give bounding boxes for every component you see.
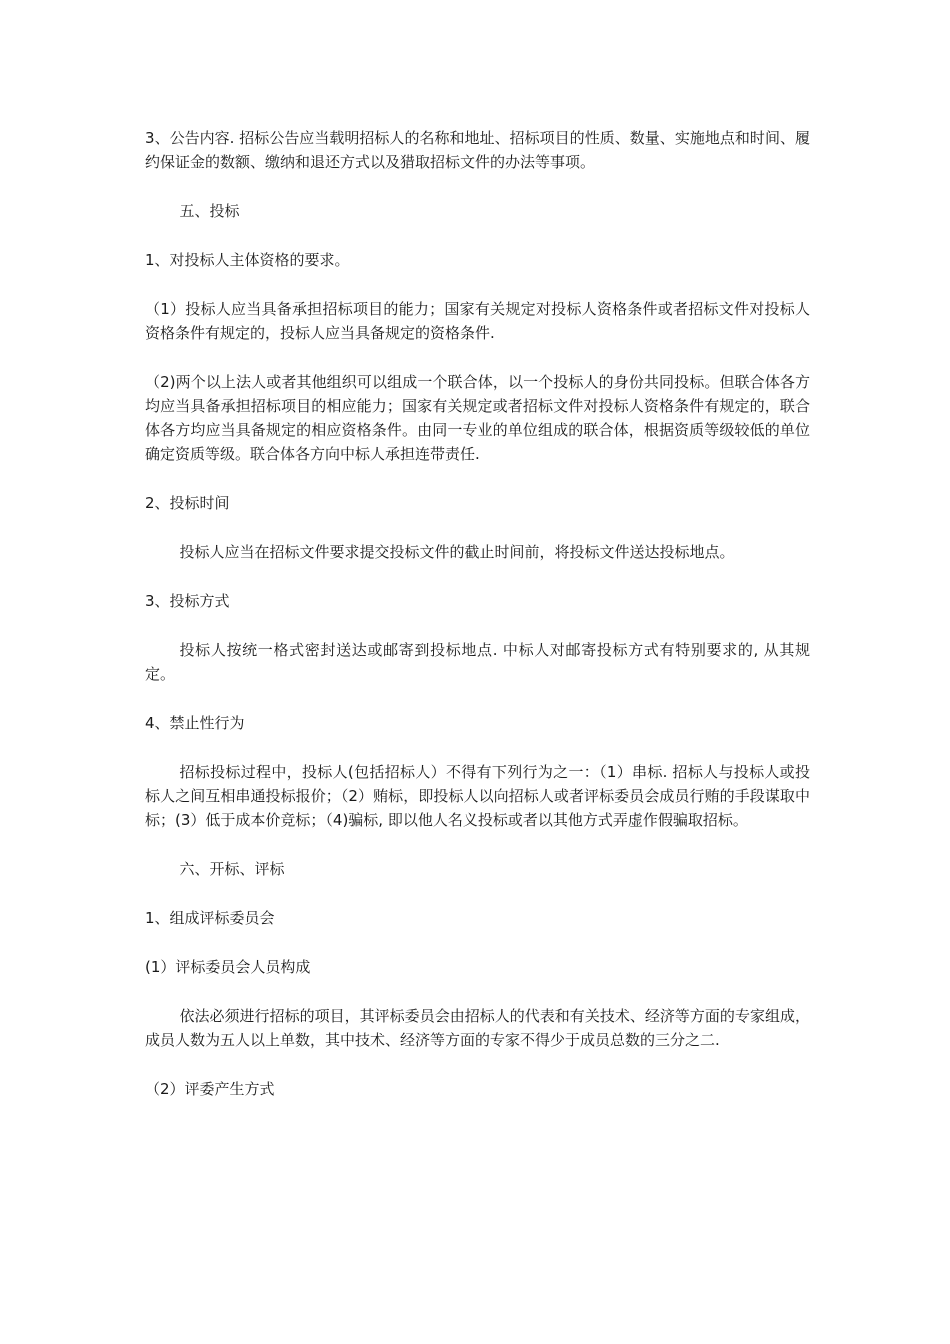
paragraph-bidding-method: 投标人按统一格式密封送达或邮寄到投标地点. 中标人对邮寄投标方式有特别要求的, 从其规定。: [145, 641, 810, 683]
subheading-bidding-method: 3、投标方式: [145, 592, 230, 610]
subheading-committee-selection: （2）评委产生方式: [145, 1080, 275, 1098]
subheading-bidder-qualification: 1、对投标人主体资格的要求。: [145, 251, 350, 269]
section-heading-bidding: 五、投标: [179, 202, 240, 220]
document-body: [145, 126, 810, 1126]
paragraph-prohibited-conduct: 招标投标过程中，投标人(包括招标人）不得有下列行为之一：（1）串标. 招标人与投标人或投标人之间互相串通投标报价；（2）贿标，即投标人以向招标人或者评标委员会成员行贿的手段谋取中标；(3）低于成本价竞标；（4)骗标, 即以他人名义投标或者以其他方式弄虚作假骗取招标。: [145, 763, 810, 829]
subheading-evaluation-committee: 1、组成评标委员会: [145, 909, 275, 927]
paragraph-announcement-content: 3、公告内容. 招标公告应当载明招标人的名称和地址、招标项目的性质、数量、实施地点和时间、履约保证金的数额、缴纳和退还方式以及猎取招标文件的办法等事项。: [145, 129, 810, 171]
paragraph-committee-composition: 依法必须进行招标的项目，其评标委员会由招标人的代表和有关技术、经济等方面的专家组成，成员人数为五人以上单数，其中技术、经济等方面的专家不得少于成员总数的三分之二.: [145, 1007, 810, 1049]
paragraph-bidder-capability: （1）投标人应当具备承担招标项目的能力；国家有关规定对投标人资格条件或者招标文件对投标人资格条件有规定的，投标人应当具备规定的资格条件.: [145, 300, 810, 342]
section-heading-opening-evaluation: 六、开标、评标: [179, 860, 285, 878]
paragraph-bidding-time: 投标人应当在招标文件要求提交投标文件的截止时间前，将投标文件送达投标地点。: [179, 543, 735, 561]
subheading-prohibited-conduct: 4、禁止性行为: [145, 714, 245, 732]
subheading-committee-composition: (1）评标委员会人员构成: [145, 958, 311, 976]
subheading-bidding-time: 2、投标时间: [145, 494, 230, 512]
paragraph-consortium: （2)两个以上法人或者其他组织可以组成一个联合体，以一个投标人的身份共同投标。但联合体各方均应当具备承担招标项目的相应能力；国家有关规定或者招标文件对投标人资格条件有规定的，联合体各方均应当具备规定的相应资格条件。由同一专业的单位组成的联合体，根据资质等级较低的单位确定资质等级。联合体各方向中标人承担连带责任.: [145, 373, 810, 463]
